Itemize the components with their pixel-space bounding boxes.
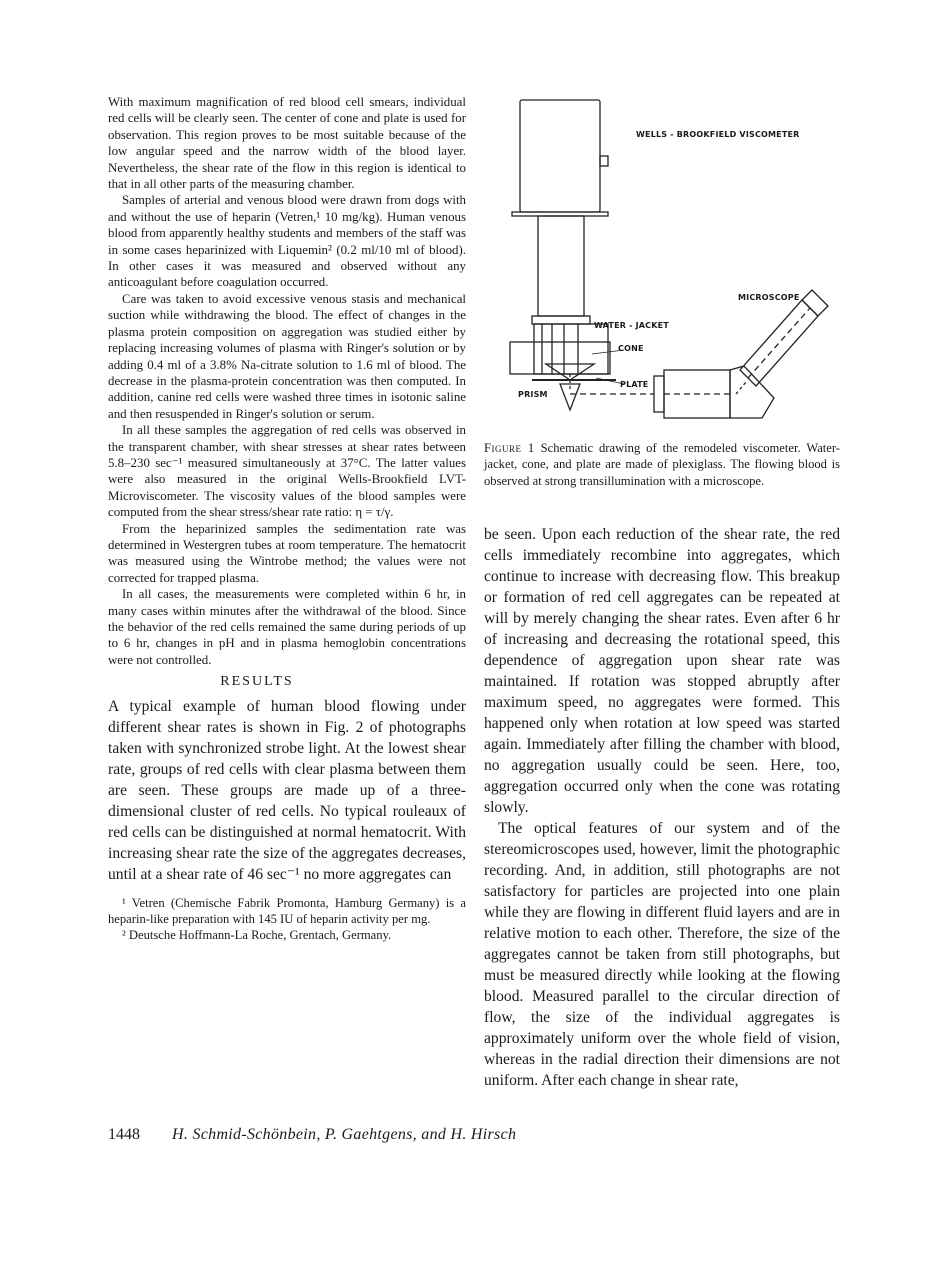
label-prism: PRISM bbox=[518, 390, 548, 399]
caption-text: Schematic drawing of the remodeled viscometer. Water-jacket, cone, and plate are made of plexiglass. The flowing blood is observed at strong transillumination with a microscope. bbox=[484, 441, 841, 488]
paragraph: In all these samples the aggregation of red cells was observed in the transparent chamber, with shear stresses at shear rates between 5.8–230 sec⁻¹ measured simultaneously at 37°C. The latter values were also measured in the original Wells-Brookfield LVT-Microviscometer. The viscosity values of the blood samples were computed from the shear stress/shear rate ratio: η = τ/γ. bbox=[108, 423, 466, 520]
running-authors: H. Schmid-Schönbein, P. Gaehtgens, and H. Hirsch bbox=[172, 1126, 517, 1143]
paragraph: Care was taken to avoid excessive venous stasis and mechanical suction while withdrawing the blood. The effect of changes in the plasma protein composition on aggregation was studied either by replacing increasing volumes of plasma with Ringer's solution or by adding 0.4 ml of a 3.8% Na-citrate solution to 1.6 ml of blood. The decrease in the plasma-protein concentration was then computed. In addition, canine red cells were washed three times in isotonic saline and then resuspended in Ringer's solution or serum. bbox=[108, 291, 466, 421]
footnote: ¹ Vetren (Chemische Fabrik Promonta, Hamburg Germany) is a heparin-like preparation with 145 IU of heparin activity per mg. bbox=[108, 896, 466, 927]
page-number: 1448 bbox=[108, 1126, 140, 1143]
figure-caption bbox=[484, 440, 840, 489]
label-viscometer: WELLS - BROOKFIELD VISCOMETER bbox=[636, 130, 800, 139]
objective-lens bbox=[654, 376, 664, 412]
water-jacket bbox=[534, 324, 608, 374]
figure-viscometer-diagram bbox=[484, 92, 840, 442]
footnotes bbox=[108, 895, 466, 943]
results-text bbox=[108, 696, 466, 885]
eyepiece bbox=[802, 290, 828, 316]
paragraph: The optical features of our system and of the stereomicroscopes used, however, limit the photographic recording. And, in addition, still photographs are not satisfactory for particles are projected into one plain while they are flowing in different fluid layers and are in relative motion to each other. Therefore, the size of the aggregates cannot be taken from still photographs, but must be measured directly while looking at the flowing blood. Measured parallel to the circular direction of flow, the size of the individual aggregates is approximately uniform over the whole field of vision, whereas in the radial direction their dimensions are not uniform. After each change in shear rate, bbox=[484, 820, 840, 1089]
column-flange bbox=[532, 316, 590, 324]
label-plate: PLATE bbox=[620, 380, 649, 389]
eyepiece-tube bbox=[740, 300, 818, 386]
right-column bbox=[484, 524, 840, 1091]
paragraph: A typical example of human blood flowing under different shear rates is shown in Fig. 2 of photographs taken with synchronized strobe light. At the lowest shear rate, groups of red cells with clear plasma between them are seen. These groups are made up of a three-dimensional cluster of red cells. No typical rouleaux of red cells can be distinguished at normal hematocrit. With increasing shear rate the size of the aggregates decreases, until at a shear rate of 46 sec⁻¹ no more aggregates can bbox=[108, 698, 466, 884]
light-path bbox=[748, 308, 810, 378]
label-cone: CONE bbox=[618, 344, 644, 353]
shaft-column bbox=[538, 216, 584, 316]
paragraph: With maximum magnification of red blood cell smears, individual red cells will be clearly seen. The center of cone and plate is used for observation. This region proves to be most suitable because of the low angular speed and the narrow width of the blood layer. Nevertheless, the shear rate of the flow in this region is identical to that in all other parts of the measuring chamber. bbox=[108, 95, 466, 192]
left-column bbox=[108, 94, 466, 943]
results-heading: RESULTS bbox=[220, 674, 294, 690]
label-microscope: MICROSCOPE bbox=[738, 293, 800, 302]
light-path bbox=[736, 382, 746, 394]
paragraph: Samples of arterial and venous blood were drawn from dogs with and without the use of heparin (Vetren,¹ 10 mg/kg). Human venous blood from apparently healthy students and members of the staff was in some cases heparinized with Liquemin² (0.2 ml/10 ml of blood). In other cases it was measured and observed without any anticoagulant before coagulation occurred. bbox=[108, 193, 466, 290]
footnote: ² Deutsche Hoffmann-La Roche, Grentach, Germany. bbox=[122, 928, 392, 943]
paragraph: From the heparinized samples the sedimentation rate was determined in Westergren tubes at room temperature. The hematocrit was measured using the Wintrobe method; the values were not corrected for trapped plasma. bbox=[108, 521, 466, 585]
paragraph: be seen. Upon each reduction of the shear rate, the red cells immediately recombine into aggregates, which continue to increase with decreasing flow. This breakup or formation of red cell aggregates can be repeated at will by merely changing the shear rates. Even after 6 hr of increasing and decreasing the rotational speed, this dependence of aggregation upon shear rate was maintained. If rotation was stopped abruptly after maximum speed, no aggregates were formed. This happened only when rotation at low speed was started again. Immediately after filling the chamber with blood, no aggregation usually could be seen. Here, too, aggregation occurred only when the cone was rotating slowly. bbox=[484, 526, 840, 816]
label-water-jacket: WATER - JACKET bbox=[594, 321, 669, 330]
outer-bath bbox=[510, 342, 610, 374]
caption-number: Figure 1 bbox=[484, 441, 535, 455]
methods-text bbox=[108, 94, 466, 668]
viscometer-knob bbox=[600, 156, 608, 166]
viscometer-housing bbox=[520, 100, 600, 212]
paragraph: In all cases, the measurements were completed within 6 hr, in many cases within minutes after the withdrawal of the blood. Since the behavior of the red cells remained the same during periods of up to 6 hr, changes in pH and in plasma hemoglobin concentrations were not controlled. bbox=[108, 587, 466, 667]
cone bbox=[546, 364, 594, 380]
page-footer bbox=[108, 1126, 838, 1144]
